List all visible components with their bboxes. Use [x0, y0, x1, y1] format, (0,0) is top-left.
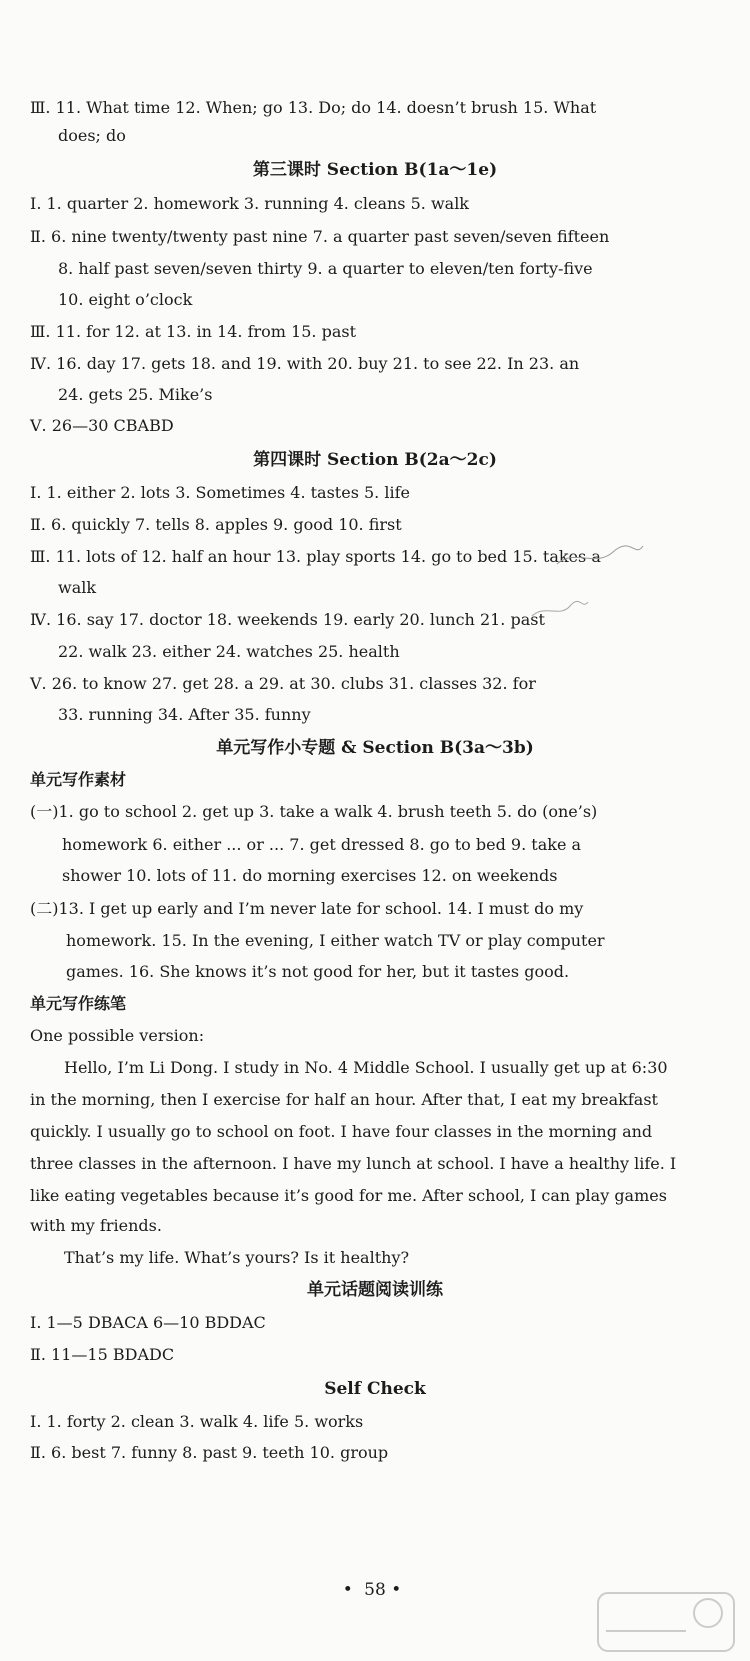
answer-line: does; do [58, 126, 126, 145]
section-heading: 第三课时 Section B(1a～1e) [252, 160, 498, 180]
pencil-scribble [530, 598, 590, 622]
essay-line: One possible version: [30, 1026, 205, 1045]
answer-line: Ⅴ. 26—30 CBABD [30, 416, 174, 435]
page-number-value: 58 [364, 1580, 386, 1600]
essay-line: in the morning, then I exercise for half an hour. After that, I eat my breakfast [30, 1090, 658, 1109]
answer-line: 8. half past seven/seven thirty 9. a quarter to eleven/ten forty-five [58, 259, 593, 278]
answer-line: Ⅳ. 16. say 17. doctor 18. weekends 19. early 20. lunch 21. past [30, 610, 545, 629]
subsection-title: 单元写作素材 [30, 770, 127, 789]
pencil-scribble [555, 538, 645, 578]
answer-line: shower 10. lots of 11. do morning exercises 12. on weekends [62, 866, 558, 885]
answer-line: Ⅱ. 6. best 7. funny 8. past 9. teeth 10. group [30, 1443, 389, 1462]
answer-line: Ⅱ. 6. nine twenty/twenty past nine 7. a quarter past seven/seven fifteen [30, 227, 610, 246]
answer-line: Ⅳ. 16. day 17. gets 18. and 19. with 20. buy 21. to see 22. In 23. an [30, 354, 580, 373]
essay-line: Hello, I’m Li Dong. I study in No. 4 Middle School. I usually get up at 6:30 [64, 1058, 668, 1077]
answer-line: Ⅲ. 11. for 12. at 13. in 14. from 15. past [30, 322, 356, 341]
essay-line: with my friends. [30, 1216, 162, 1235]
answer-line: Ⅲ. 11. What time 12. When; go 13. Do; do 14. doesn’t brush 15. What [30, 98, 597, 117]
answer-line: (一)1. go to school 2. get up 3. take a walk 4. brush teeth 5. do (one’s) [30, 802, 598, 821]
answer-line: Ⅲ. 11. lots of 12. half an hour 13. play sports 14. go to bed 15. takes a [30, 547, 601, 566]
answer-line: Ⅱ. 6. quickly 7. tells 8. apples 9. good 10. first [30, 515, 402, 534]
answer-line: Ⅴ. 26. to know 27. get 28. a 29. at 30. clubs 31. classes 32. for [30, 674, 536, 693]
watermark-logo [596, 1591, 736, 1653]
answer-line: games. 16. She knows it’s not good for her, but it tastes good. [66, 962, 570, 981]
answer-line: homework 6. either ... or ... 7. get dressed 8. go to bed 9. take a [62, 835, 582, 854]
answer-line: Ⅰ. 1—5 DBACA 6—10 BDDAC [30, 1313, 266, 1332]
answer-line: 33. running 34. After 35. funny [58, 705, 311, 724]
section-heading: 第四课时 Section B(2a～2c) [253, 450, 497, 470]
essay-line: three classes in the afternoon. I have my lunch at school. I have a healthy life. I [30, 1154, 677, 1173]
answer-line: (二)13. I get up early and I’m never late for school. 14. I must do my [30, 899, 584, 918]
subsection-title: 单元写作练笔 [30, 994, 127, 1013]
essay-line: That’s my life. What’s yours? Is it healthy? [64, 1248, 410, 1267]
essay-line: like eating vegetables because it’s good for me. After school, I can play games [30, 1186, 667, 1205]
section-heading: 单元话题阅读训练 [307, 1280, 443, 1300]
answer-line: 10. eight o’clock [58, 290, 193, 309]
answer-line: Ⅰ. 1. quarter 2. homework 3. running 4. cleans 5. walk [30, 194, 469, 213]
answer-line: 24. gets 25. Mike’s [58, 385, 213, 404]
answer-line: homework. 15. In the evening, I either watch TV or play computer [66, 931, 605, 950]
essay-line: quickly. I usually go to school on foot. I have four classes in the morning and [30, 1122, 653, 1141]
page-number: • 58 • [342, 1580, 408, 1600]
answer-line: walk [58, 578, 97, 597]
section-heading: 单元写作小专题 & Section B(3a～3b) [216, 738, 534, 758]
section-heading: Self Check [324, 1379, 426, 1399]
answer-line: Ⅰ. 1. forty 2. clean 3. walk 4. life 5. works [30, 1412, 364, 1431]
answer-line: 22. walk 23. either 24. watches 25. health [58, 642, 400, 661]
answer-line: Ⅱ. 11—15 BDADC [30, 1345, 175, 1364]
answer-line: Ⅰ. 1. either 2. lots 3. Sometimes 4. tastes 5. life [30, 483, 410, 502]
